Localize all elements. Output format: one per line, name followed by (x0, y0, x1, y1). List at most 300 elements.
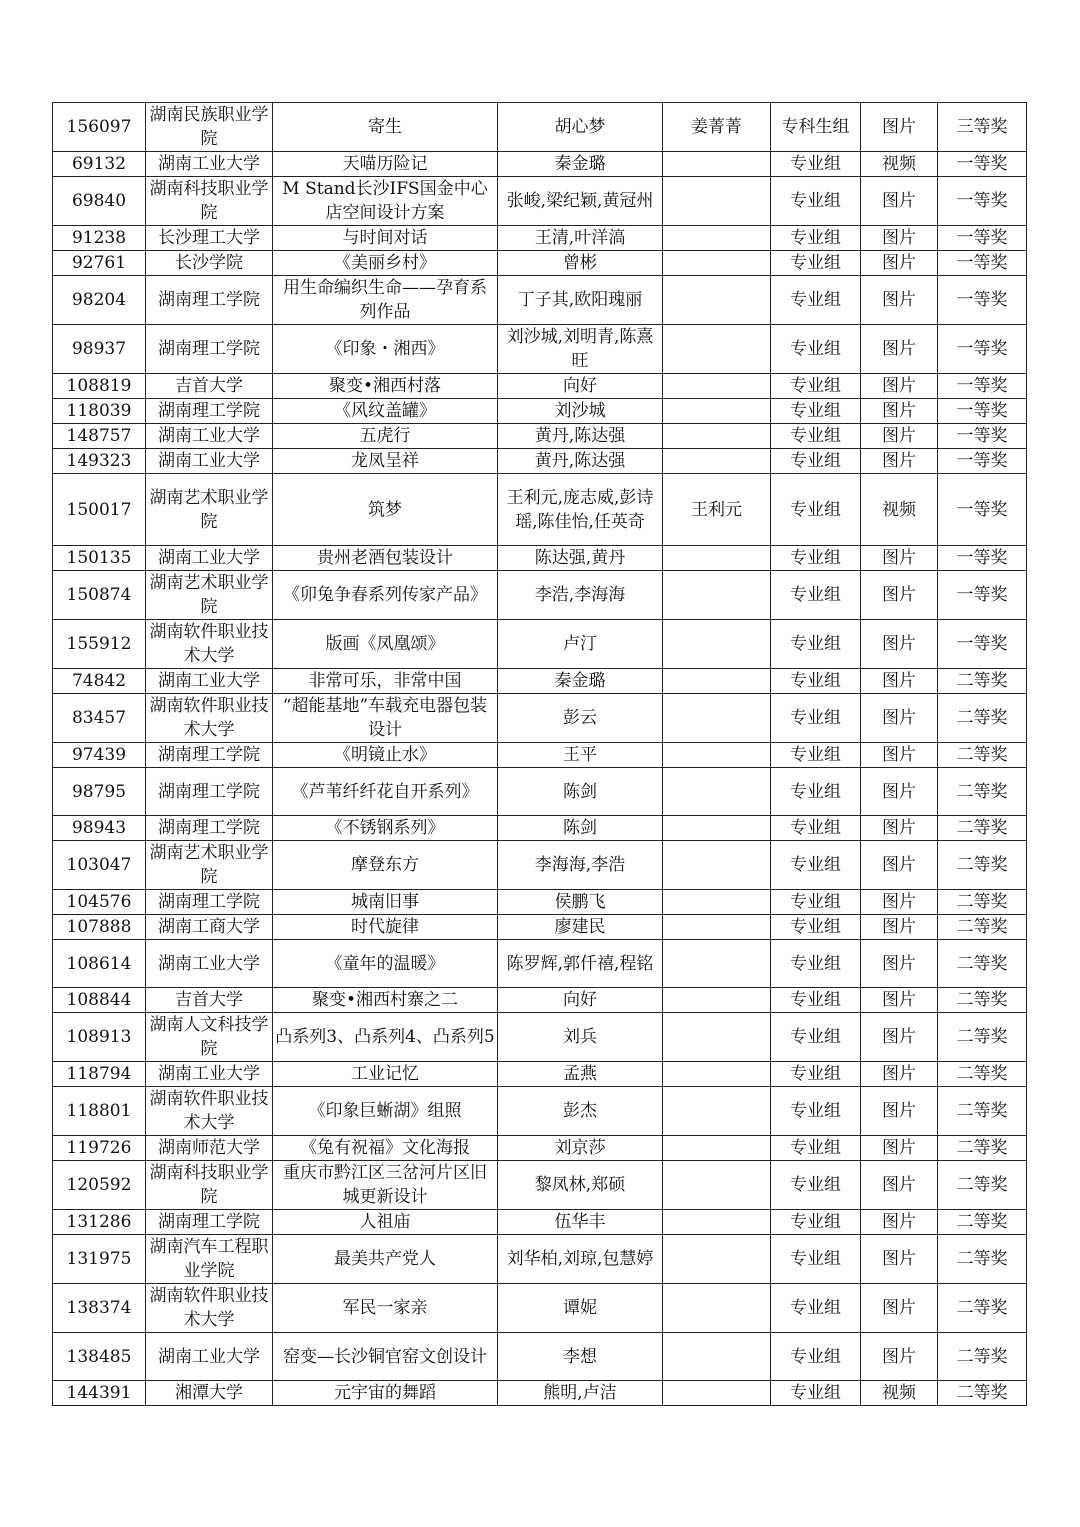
authors-cell: 张峻,梁纪颖,黄冠州 (498, 177, 663, 226)
authors-cell: 陈达强,黄丹 (498, 546, 663, 571)
advisor-cell (663, 546, 771, 571)
advisor-cell (663, 276, 771, 325)
table-row (53, 816, 1027, 841)
advisor-cell (663, 226, 771, 251)
entry-id-cell: 148757 (53, 424, 146, 449)
table-row (53, 988, 1027, 1013)
group-cell: 专业组 (771, 276, 861, 325)
work-title-cell: 《卯兔争春系列传家产品》 (273, 571, 498, 620)
awards-table-body (53, 103, 1027, 1406)
school-cell: 湖南理工学院 (146, 325, 273, 374)
work-title-cell: “超能基地”车载充电器包装设计 (273, 694, 498, 743)
award-cell: 二等奖 (938, 890, 1027, 915)
work-title-cell: 聚变•湘西村落 (273, 374, 498, 399)
work-type-cell: 图片 (861, 1013, 938, 1062)
table-row (53, 694, 1027, 743)
entry-id-cell: 69132 (53, 152, 146, 177)
work-title-cell: 工业记忆 (273, 1062, 498, 1087)
table-row (53, 1136, 1027, 1161)
advisor-cell: 王利元 (663, 474, 771, 546)
group-cell: 专业组 (771, 1210, 861, 1235)
authors-cell: 孟燕 (498, 1062, 663, 1087)
work-title-cell: 《芦苇纤纤花自开系列》 (273, 768, 498, 816)
work-type-cell: 图片 (861, 1210, 938, 1235)
school-cell: 湖南工业大学 (146, 669, 273, 694)
school-cell: 湖南艺术职业学院 (146, 571, 273, 620)
authors-cell: 黄丹,陈达强 (498, 424, 663, 449)
entry-id-cell: 118801 (53, 1087, 146, 1136)
award-cell: 一等奖 (938, 177, 1027, 226)
table-row (53, 1013, 1027, 1062)
advisor-cell (663, 152, 771, 177)
authors-cell: 秦金璐 (498, 152, 663, 177)
group-cell: 专业组 (771, 152, 861, 177)
table-row (53, 1235, 1027, 1284)
group-cell: 专业组 (771, 399, 861, 424)
entry-id-cell: 108614 (53, 940, 146, 988)
school-cell: 湖南理工学院 (146, 768, 273, 816)
group-cell: 专业组 (771, 571, 861, 620)
authors-cell: 卢汀 (498, 620, 663, 669)
award-cell: 二等奖 (938, 1062, 1027, 1087)
entry-id-cell: 98795 (53, 768, 146, 816)
work-type-cell: 图片 (861, 988, 938, 1013)
work-title-cell: 摩登东方 (273, 841, 498, 890)
group-cell: 专业组 (771, 669, 861, 694)
authors-cell: 丁子其,欧阳瑰丽 (498, 276, 663, 325)
work-type-cell: 图片 (861, 768, 938, 816)
authors-cell: 秦金璐 (498, 669, 663, 694)
entry-id-cell: 144391 (53, 1381, 146, 1406)
school-cell: 湖南工业大学 (146, 449, 273, 474)
work-type-cell: 图片 (861, 1136, 938, 1161)
table-row (53, 915, 1027, 940)
advisor-cell (663, 399, 771, 424)
school-cell: 湖南工业大学 (146, 152, 273, 177)
school-cell: 湖南艺术职业学院 (146, 474, 273, 546)
authors-cell: 曾彬 (498, 251, 663, 276)
table-row (53, 152, 1027, 177)
work-title-cell: 版画《凤凰颂》 (273, 620, 498, 669)
award-cell: 二等奖 (938, 988, 1027, 1013)
award-cell: 二等奖 (938, 1161, 1027, 1210)
school-cell: 湖南理工学院 (146, 816, 273, 841)
work-title-cell: 凸系列3、凸系列4、凸系列5 (273, 1013, 498, 1062)
advisor-cell (663, 768, 771, 816)
advisor-cell (663, 1235, 771, 1284)
advisor-cell (663, 251, 771, 276)
award-cell: 一等奖 (938, 325, 1027, 374)
advisor-cell (663, 1284, 771, 1333)
work-title-cell: 与时间对话 (273, 226, 498, 251)
school-cell: 湖南人文科技学院 (146, 1013, 273, 1062)
group-cell: 专业组 (771, 841, 861, 890)
work-title-cell: 筑梦 (273, 474, 498, 546)
work-type-cell: 图片 (861, 251, 938, 276)
authors-cell: 伍华丰 (498, 1210, 663, 1235)
work-type-cell: 图片 (861, 669, 938, 694)
work-type-cell: 图片 (861, 620, 938, 669)
award-cell: 三等奖 (938, 103, 1027, 152)
table-row (53, 1210, 1027, 1235)
authors-cell: 向好 (498, 374, 663, 399)
authors-cell: 向好 (498, 988, 663, 1013)
authors-cell: 王利元,庞志威,彭诗瑶,陈佳怡,任英奇 (498, 474, 663, 546)
work-type-cell: 图片 (861, 743, 938, 768)
school-cell: 湖南科技职业学院 (146, 1161, 273, 1210)
work-title-cell: 《风纹盖罐》 (273, 399, 498, 424)
authors-cell: 熊明,卢洁 (498, 1381, 663, 1406)
entry-id-cell: 119726 (53, 1136, 146, 1161)
school-cell: 长沙理工大学 (146, 226, 273, 251)
group-cell: 专业组 (771, 1136, 861, 1161)
entry-id-cell: 120592 (53, 1161, 146, 1210)
awards-table (52, 102, 1027, 1406)
authors-cell: 王平 (498, 743, 663, 768)
table-row (53, 226, 1027, 251)
group-cell: 专业组 (771, 474, 861, 546)
table-row (53, 1161, 1027, 1210)
work-title-cell: 五虎行 (273, 424, 498, 449)
award-cell: 二等奖 (938, 1235, 1027, 1284)
entry-id-cell: 108913 (53, 1013, 146, 1062)
work-type-cell: 图片 (861, 276, 938, 325)
entry-id-cell: 156097 (53, 103, 146, 152)
award-cell: 一等奖 (938, 276, 1027, 325)
school-cell: 湖南软件职业技术大学 (146, 1087, 273, 1136)
award-cell: 一等奖 (938, 571, 1027, 620)
award-cell: 二等奖 (938, 669, 1027, 694)
group-cell: 专业组 (771, 988, 861, 1013)
authors-cell: 陈剑 (498, 768, 663, 816)
authors-cell: 廖建民 (498, 915, 663, 940)
school-cell: 湖南理工学院 (146, 890, 273, 915)
school-cell: 湖南汽车工程职业学院 (146, 1235, 273, 1284)
authors-cell: 刘京莎 (498, 1136, 663, 1161)
work-title-cell: 军民一家亲 (273, 1284, 498, 1333)
advisor-cell (663, 1013, 771, 1062)
award-cell: 二等奖 (938, 1333, 1027, 1381)
advisor-cell (663, 620, 771, 669)
entry-id-cell: 108844 (53, 988, 146, 1013)
advisor-cell (663, 374, 771, 399)
group-cell: 专业组 (771, 1013, 861, 1062)
award-cell: 二等奖 (938, 1013, 1027, 1062)
school-cell: 湖南工业大学 (146, 940, 273, 988)
advisor-cell (663, 1136, 771, 1161)
work-type-cell: 图片 (861, 1284, 938, 1333)
entry-id-cell: 150874 (53, 571, 146, 620)
work-type-cell: 图片 (861, 571, 938, 620)
authors-cell: 侯鹏飞 (498, 890, 663, 915)
work-title-cell: 人祖庙 (273, 1210, 498, 1235)
advisor-cell (663, 325, 771, 374)
award-cell: 二等奖 (938, 1087, 1027, 1136)
school-cell: 湖南理工学院 (146, 1210, 273, 1235)
authors-cell: 彭杰 (498, 1087, 663, 1136)
work-type-cell: 视频 (861, 1381, 938, 1406)
group-cell: 专业组 (771, 890, 861, 915)
school-cell: 湖南科技职业学院 (146, 177, 273, 226)
school-cell: 湘潭大学 (146, 1381, 273, 1406)
school-cell: 湖南工业大学 (146, 1333, 273, 1381)
table-row (53, 1284, 1027, 1333)
entry-id-cell: 107888 (53, 915, 146, 940)
school-cell: 湖南工业大学 (146, 1062, 273, 1087)
work-type-cell: 图片 (861, 1161, 938, 1210)
award-cell: 一等奖 (938, 251, 1027, 276)
entry-id-cell: 118039 (53, 399, 146, 424)
authors-cell: 李海海,李浩 (498, 841, 663, 890)
advisor-cell (663, 1210, 771, 1235)
school-cell: 湖南艺术职业学院 (146, 841, 273, 890)
group-cell: 专业组 (771, 546, 861, 571)
table-row (53, 103, 1027, 152)
work-type-cell: 图片 (861, 424, 938, 449)
group-cell: 专业组 (771, 743, 861, 768)
work-title-cell: 最美共产党人 (273, 1235, 498, 1284)
group-cell: 专业组 (771, 768, 861, 816)
group-cell: 专业组 (771, 251, 861, 276)
work-title-cell: 《明镜止水》 (273, 743, 498, 768)
authors-cell: 王清,叶洋滈 (498, 226, 663, 251)
award-cell: 二等奖 (938, 743, 1027, 768)
work-title-cell: 聚变•湘西村寨之二 (273, 988, 498, 1013)
entry-id-cell: 108819 (53, 374, 146, 399)
work-title-cell: 天喵历险记 (273, 152, 498, 177)
school-cell: 吉首大学 (146, 374, 273, 399)
award-cell: 二等奖 (938, 768, 1027, 816)
group-cell: 专业组 (771, 226, 861, 251)
entry-id-cell: 104576 (53, 890, 146, 915)
entry-id-cell: 69840 (53, 177, 146, 226)
work-title-cell: 用生命编织生命——孕育系列作品 (273, 276, 498, 325)
table-row (53, 768, 1027, 816)
school-cell: 湖南工商大学 (146, 915, 273, 940)
work-type-cell: 图片 (861, 841, 938, 890)
work-type-cell: 图片 (861, 546, 938, 571)
group-cell: 专业组 (771, 1087, 861, 1136)
award-cell: 二等奖 (938, 816, 1027, 841)
group-cell: 专业组 (771, 449, 861, 474)
table-row (53, 1381, 1027, 1406)
entry-id-cell: 97439 (53, 743, 146, 768)
award-cell: 二等奖 (938, 841, 1027, 890)
table-row (53, 1087, 1027, 1136)
group-cell: 专业组 (771, 374, 861, 399)
group-cell: 专业组 (771, 1235, 861, 1284)
award-cell: 一等奖 (938, 620, 1027, 669)
work-type-cell: 图片 (861, 890, 938, 915)
work-type-cell: 视频 (861, 474, 938, 546)
authors-cell: 李想 (498, 1333, 663, 1381)
school-cell: 湖南师范大学 (146, 1136, 273, 1161)
group-cell: 专业组 (771, 915, 861, 940)
work-title-cell: 窑变—长沙铜官窑文创设计 (273, 1333, 498, 1381)
authors-cell: 刘兵 (498, 1013, 663, 1062)
work-title-cell: 重庆市黔江区三岔河片区旧城更新设计 (273, 1161, 498, 1210)
work-title-cell: 《兔有祝福》文化海报 (273, 1136, 498, 1161)
entry-id-cell: 150017 (53, 474, 146, 546)
work-title-cell: 龙凤呈祥 (273, 449, 498, 474)
award-cell: 二等奖 (938, 694, 1027, 743)
table-row (53, 399, 1027, 424)
work-title-cell: 城南旧事 (273, 890, 498, 915)
table-row (53, 251, 1027, 276)
table-row (53, 325, 1027, 374)
advisor-cell (663, 816, 771, 841)
entry-id-cell: 138485 (53, 1333, 146, 1381)
advisor-cell (663, 890, 771, 915)
work-type-cell: 图片 (861, 103, 938, 152)
authors-cell: 陈剑 (498, 816, 663, 841)
authors-cell: 谭妮 (498, 1284, 663, 1333)
entry-id-cell: 92761 (53, 251, 146, 276)
work-title-cell: 《美丽乡村》 (273, 251, 498, 276)
advisor-cell (663, 694, 771, 743)
work-title-cell: 元宇宙的舞蹈 (273, 1381, 498, 1406)
group-cell: 专业组 (771, 1062, 861, 1087)
group-cell: 专业组 (771, 424, 861, 449)
entry-id-cell: 103047 (53, 841, 146, 890)
work-title-cell: M Stand长沙IFS国金中心店空间设计方案 (273, 177, 498, 226)
entry-id-cell: 98943 (53, 816, 146, 841)
advisor-cell (663, 1381, 771, 1406)
entry-id-cell: 118794 (53, 1062, 146, 1087)
table-row (53, 743, 1027, 768)
advisor-cell (663, 915, 771, 940)
school-cell: 湖南民族职业学院 (146, 103, 273, 152)
authors-cell: 黎凤林,郑硕 (498, 1161, 663, 1210)
table-row (53, 669, 1027, 694)
group-cell: 专业组 (771, 694, 861, 743)
award-cell: 一等奖 (938, 152, 1027, 177)
authors-cell: 刘华柏,刘琼,包慧婷 (498, 1235, 663, 1284)
work-type-cell: 图片 (861, 449, 938, 474)
advisor-cell (663, 1161, 771, 1210)
table-row (53, 449, 1027, 474)
table-row (53, 890, 1027, 915)
advisor-cell (663, 424, 771, 449)
authors-cell: 李浩,李海海 (498, 571, 663, 620)
advisor-cell (663, 571, 771, 620)
group-cell: 专业组 (771, 1381, 861, 1406)
work-title-cell: 《印象・湘西》 (273, 325, 498, 374)
school-cell: 吉首大学 (146, 988, 273, 1013)
school-cell: 湖南理工学院 (146, 276, 273, 325)
work-type-cell: 图片 (861, 226, 938, 251)
award-cell: 二等奖 (938, 940, 1027, 988)
work-type-cell: 图片 (861, 1087, 938, 1136)
table-row (53, 940, 1027, 988)
work-type-cell: 视频 (861, 152, 938, 177)
work-type-cell: 图片 (861, 399, 938, 424)
authors-cell: 胡心梦 (498, 103, 663, 152)
work-type-cell: 图片 (861, 325, 938, 374)
advisor-cell (663, 1087, 771, 1136)
advisor-cell (663, 177, 771, 226)
authors-cell: 黄丹,陈达强 (498, 449, 663, 474)
award-cell: 一等奖 (938, 546, 1027, 571)
work-type-cell: 图片 (861, 177, 938, 226)
award-cell: 一等奖 (938, 226, 1027, 251)
school-cell: 湖南工业大学 (146, 424, 273, 449)
school-cell: 湖南工业大学 (146, 546, 273, 571)
group-cell: 专业组 (771, 1333, 861, 1381)
work-title-cell: 寄生 (273, 103, 498, 152)
group-cell: 专业组 (771, 325, 861, 374)
school-cell: 湖南软件职业技术大学 (146, 1284, 273, 1333)
advisor-cell: 姜菁菁 (663, 103, 771, 152)
work-title-cell: 时代旋律 (273, 915, 498, 940)
award-cell: 二等奖 (938, 915, 1027, 940)
table-row (53, 1333, 1027, 1381)
award-cell: 一等奖 (938, 424, 1027, 449)
entry-id-cell: 131975 (53, 1235, 146, 1284)
work-type-cell: 图片 (861, 816, 938, 841)
authors-cell: 刘沙城,刘明青,陈熹旺 (498, 325, 663, 374)
group-cell: 专业组 (771, 177, 861, 226)
table-row (53, 424, 1027, 449)
table-row (53, 571, 1027, 620)
entry-id-cell: 74842 (53, 669, 146, 694)
group-cell: 专业组 (771, 940, 861, 988)
school-cell: 湖南理工学院 (146, 399, 273, 424)
school-cell: 湖南软件职业技术大学 (146, 694, 273, 743)
advisor-cell (663, 940, 771, 988)
table-row (53, 546, 1027, 571)
work-title-cell: 《不锈钢系列》 (273, 816, 498, 841)
entry-id-cell: 150135 (53, 546, 146, 571)
award-cell: 二等奖 (938, 1284, 1027, 1333)
group-cell: 专业组 (771, 1161, 861, 1210)
table-row (53, 1062, 1027, 1087)
entry-id-cell: 91238 (53, 226, 146, 251)
work-type-cell: 图片 (861, 694, 938, 743)
work-title-cell: 《童年的温暖》 (273, 940, 498, 988)
authors-cell: 彭云 (498, 694, 663, 743)
work-type-cell: 图片 (861, 915, 938, 940)
table-row (53, 374, 1027, 399)
table-row (53, 276, 1027, 325)
authors-cell: 陈罗辉,郭仟禧,程铭 (498, 940, 663, 988)
award-cell: 一等奖 (938, 399, 1027, 424)
advisor-cell (663, 743, 771, 768)
school-cell: 湖南软件职业技术大学 (146, 620, 273, 669)
work-type-cell: 图片 (861, 1062, 938, 1087)
work-type-cell: 图片 (861, 374, 938, 399)
award-cell: 二等奖 (938, 1136, 1027, 1161)
entry-id-cell: 155912 (53, 620, 146, 669)
work-title-cell: 《印象巨蜥湖》组照 (273, 1087, 498, 1136)
award-cell: 一等奖 (938, 449, 1027, 474)
advisor-cell (663, 841, 771, 890)
work-title-cell: 贵州老酒包装设计 (273, 546, 498, 571)
group-cell: 专科生组 (771, 103, 861, 152)
table-row (53, 474, 1027, 546)
work-title-cell: 非常可乐，非常中国 (273, 669, 498, 694)
award-cell: 一等奖 (938, 474, 1027, 546)
entry-id-cell: 98937 (53, 325, 146, 374)
advisor-cell (663, 1333, 771, 1381)
table-row (53, 177, 1027, 226)
group-cell: 专业组 (771, 620, 861, 669)
advisor-cell (663, 1062, 771, 1087)
table-row (53, 620, 1027, 669)
advisor-cell (663, 449, 771, 474)
table-row (53, 841, 1027, 890)
work-type-cell: 图片 (861, 1235, 938, 1284)
